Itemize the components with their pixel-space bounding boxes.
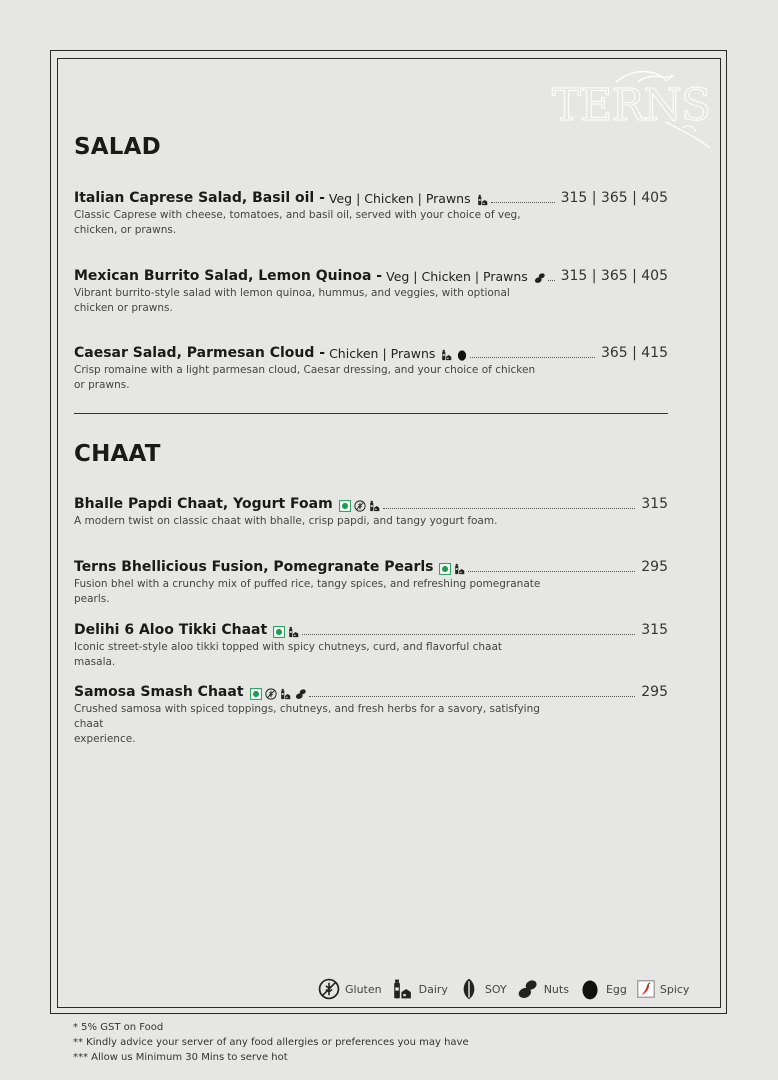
nuts-icon	[517, 978, 544, 1000]
item-description	[74, 363, 544, 393]
legend-label: Dairy	[418, 982, 448, 996]
allergen-icons	[441, 347, 468, 361]
egg-icon	[579, 978, 606, 1000]
dairy-icon	[369, 500, 381, 512]
item-options: Veg | Chicken | Prawns	[386, 269, 528, 284]
nuts-icon	[534, 272, 546, 284]
section-title: CHAAT	[74, 441, 161, 467]
allergen-icons	[477, 192, 489, 206]
dairy-icon	[280, 688, 292, 700]
footnote: * 5% GST on Food	[73, 1022, 164, 1033]
item-price: 315 | 365 | 405	[560, 190, 668, 206]
item-description	[74, 577, 544, 607]
nuts-icon	[295, 688, 307, 700]
dotted-leader	[548, 279, 555, 281]
footnote: *** Allow us Minimum 30 Mins to serve hot	[73, 1052, 288, 1063]
item-description-line: Vibrant burrito-style salad with lemon quinoa, hummus, and veggies, with optional	[74, 287, 510, 299]
dotted-leader	[491, 201, 555, 203]
item-options: Chicken | Prawns	[329, 346, 436, 361]
allergen-icons	[273, 624, 300, 638]
legend-label: Gluten	[345, 982, 382, 996]
item-description	[74, 702, 544, 747]
menu-item	[74, 266, 668, 316]
item-price: 315	[641, 622, 668, 638]
item-description-line: A modern twist on classic chaat with bhalle, crisp papdi, and tangy yogurt foam.	[74, 515, 498, 527]
item-name: Terns Bhellicious Fusion, Pomegranate Pearls	[74, 559, 434, 575]
legend-item	[517, 978, 569, 1000]
gluten-icon	[318, 978, 345, 1000]
menu-item	[74, 494, 668, 529]
item-description	[74, 514, 544, 529]
item-description-line: experience.	[74, 733, 136, 745]
item-options: Veg | Chicken | Prawns	[328, 191, 471, 206]
spicy-icon	[637, 980, 660, 998]
allergen-icons	[250, 686, 307, 700]
item-name: Samosa Smash Chaat	[74, 684, 244, 700]
item-price: 365 | 415	[600, 345, 668, 361]
item-description-line: chicken, or prawns.	[74, 224, 177, 236]
item-description	[74, 286, 544, 316]
terns-logo	[546, 66, 716, 150]
item-description-line: chicken or prawns.	[74, 302, 173, 314]
dairy-icon	[288, 626, 300, 638]
legend-label: Egg	[605, 982, 627, 996]
legend-label: SOY	[484, 982, 507, 996]
legend-item	[458, 978, 507, 1000]
veg-icon	[339, 500, 351, 512]
dairy-icon	[454, 563, 466, 575]
item-description	[74, 208, 544, 238]
dotted-leader	[383, 507, 636, 509]
item-description-line: or prawns.	[74, 379, 130, 391]
dairy-icon	[477, 194, 489, 206]
dotted-leader	[302, 633, 635, 635]
section-title: SALAD	[74, 134, 161, 160]
item-price: 315	[641, 496, 668, 512]
legend-item	[318, 978, 382, 1000]
menu-item	[74, 343, 668, 393]
legend-item	[637, 980, 690, 998]
dotted-leader	[470, 356, 595, 358]
veg-icon	[250, 688, 262, 700]
soy-icon	[458, 978, 485, 1000]
allergen-icons	[339, 498, 381, 512]
item-description-line: Iconic street-style aloo tikki topped with spicy chutneys, curd, and flavorful chaat masala.	[74, 641, 502, 668]
dotted-leader	[468, 570, 635, 572]
legend-item	[392, 978, 448, 1000]
gluten-icon	[265, 688, 277, 700]
item-description-line: Crisp romaine with a light parmesan cloud, Caesar dressing, and your choice of chicken	[74, 364, 536, 376]
dairy-icon	[441, 349, 453, 361]
item-name: Mexican Burrito Salad, Lemon Quinoa -	[74, 268, 383, 284]
section-divider	[74, 413, 668, 414]
dotted-leader	[309, 695, 636, 697]
menu-item	[74, 188, 668, 238]
dairy-icon	[392, 978, 419, 1000]
item-description-line: Classic Caprese with cheese, tomatoes, and basil oil, served with your choice of veg,	[74, 209, 521, 221]
legend-label: Nuts	[543, 982, 569, 996]
veg-icon	[273, 626, 285, 638]
item-description-line: Fusion bhel with a crunchy mix of puffed rice, tangy spices, and refreshing pomegranate pearls.	[74, 578, 541, 605]
veg-icon	[439, 563, 451, 575]
item-description	[74, 640, 544, 670]
legend-label: Spicy	[659, 982, 690, 996]
menu-item	[74, 557, 668, 607]
menu-item	[74, 682, 668, 747]
item-name: Bhalle Papdi Chaat, Yogurt Foam	[74, 496, 333, 512]
item-price: 315 | 365 | 405	[560, 268, 668, 284]
gluten-icon	[354, 500, 366, 512]
item-price: 295	[641, 684, 668, 700]
item-name: Caesar Salad, Parmesan Cloud -	[74, 345, 326, 361]
footnote: ** Kindly advice your server of any food allergies or preferences you may have	[73, 1037, 469, 1048]
footnotes	[73, 1020, 469, 1065]
item-description-line: Crushed samosa with spiced toppings, chutneys, and fresh herbs for a savory, satisfying chaat	[74, 703, 540, 730]
allergen-icons	[534, 270, 546, 284]
legend-item	[579, 978, 627, 1000]
item-price: 295	[641, 559, 668, 575]
item-name: Italian Caprese Salad, Basil oil -	[74, 190, 325, 206]
logo-wordmark: TERNS	[551, 80, 711, 131]
allergen-icons	[439, 561, 466, 575]
item-name: Delihi 6 Aloo Tikki Chaat	[74, 622, 268, 638]
egg-icon	[456, 349, 468, 361]
menu-item	[74, 620, 668, 670]
allergen-legend	[318, 977, 699, 1001]
